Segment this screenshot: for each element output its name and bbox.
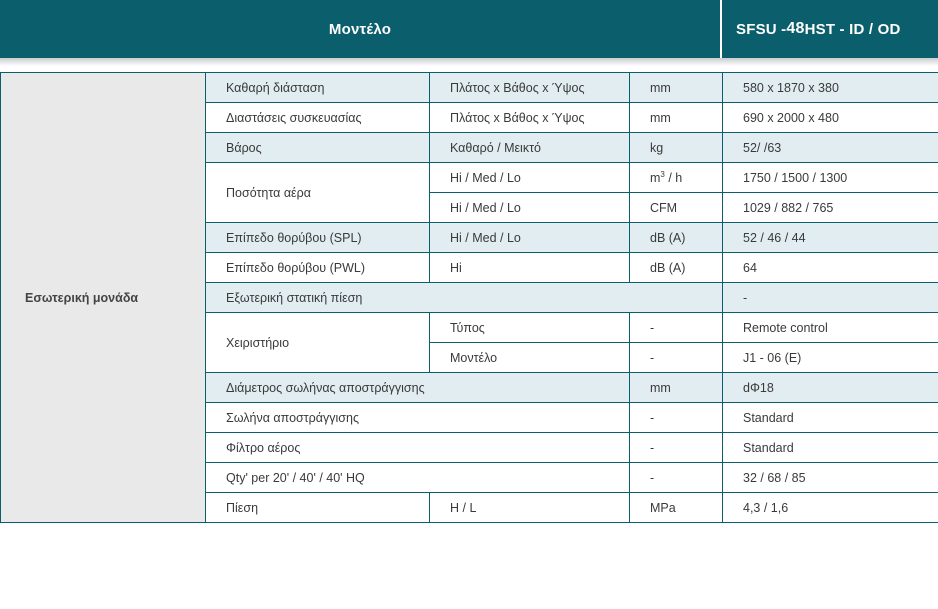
row-unit: mm bbox=[630, 373, 723, 403]
row-name: Διάμετρος σωλήνας αποστράγγισης bbox=[206, 373, 630, 403]
row-name: Πίεση bbox=[206, 493, 430, 523]
row-value: J1 - 06 (E) bbox=[723, 343, 938, 373]
header-shadow bbox=[0, 58, 938, 66]
model-name-header bbox=[722, 0, 938, 58]
unit-rest: / h bbox=[664, 171, 683, 186]
row-unit: dB (A) bbox=[630, 253, 723, 283]
row-name: Καθαρή διάσταση bbox=[206, 73, 430, 103]
row-value: 32 / 68 / 85 bbox=[723, 463, 938, 493]
row-condition: Τύπος bbox=[430, 313, 630, 343]
row-value: 580 x 1870 x 380 bbox=[723, 73, 938, 103]
row-condition: Μοντέλο bbox=[430, 343, 630, 373]
row-value: - bbox=[723, 283, 938, 313]
model-suffix: HST - ID / OD bbox=[804, 20, 901, 38]
row-unit: - bbox=[630, 463, 723, 493]
row-value: Remote control bbox=[723, 313, 938, 343]
row-name: Ποσότητα αέρα bbox=[206, 163, 430, 223]
row-unit: dB (A) bbox=[630, 223, 723, 253]
row-condition: Hi / Med / Lo bbox=[430, 163, 630, 193]
row-unit bbox=[630, 163, 723, 193]
row-name: Διαστάσεις συσκευασίας bbox=[206, 103, 430, 133]
spec-table bbox=[0, 72, 938, 523]
row-value: 52/ /63 bbox=[723, 133, 938, 163]
row-name: Βάρος bbox=[206, 133, 430, 163]
row-name: Χειριστήριο bbox=[206, 313, 430, 373]
group-label: Εσωτερική μονάδα bbox=[1, 73, 206, 523]
row-unit: - bbox=[630, 433, 723, 463]
row-condition: Hi / Med / Lo bbox=[430, 193, 630, 223]
table-row bbox=[1, 73, 938, 103]
row-condition: Πλάτος x Βάθος x Ύψος bbox=[430, 103, 630, 133]
row-condition: Hi bbox=[430, 253, 630, 283]
row-condition: Καθαρό / Μεικτό bbox=[430, 133, 630, 163]
unit-base: m bbox=[650, 171, 661, 186]
row-name: Σωλήνα αποστράγγισης bbox=[206, 403, 630, 433]
row-unit: - bbox=[630, 403, 723, 433]
row-name: Επίπεδο θορύβου (PWL) bbox=[206, 253, 430, 283]
model-capacity: 48 bbox=[786, 20, 805, 37]
row-name: Επίπεδο θορύβου (SPL) bbox=[206, 223, 430, 253]
row-value: 64 bbox=[723, 253, 938, 283]
row-unit: CFM bbox=[630, 193, 723, 223]
row-unit: mm bbox=[630, 103, 723, 133]
row-value: 52 / 46 / 44 bbox=[723, 223, 938, 253]
row-value: 1750 / 1500 / 1300 bbox=[723, 163, 938, 193]
row-name: Εξωτερική στατική πίεση bbox=[206, 283, 723, 313]
row-value: Standard bbox=[723, 403, 938, 433]
row-unit: - bbox=[630, 313, 723, 343]
row-value: 690 x 2000 x 480 bbox=[723, 103, 938, 133]
row-condition: Hi / Med / Lo bbox=[430, 223, 630, 253]
model-prefix: SFSU - bbox=[736, 20, 787, 38]
unit-superscript: 3 bbox=[660, 169, 665, 179]
row-value: 4,3 / 1,6 bbox=[723, 493, 938, 523]
row-unit: kg bbox=[630, 133, 723, 163]
row-condition: Πλάτος x Βάθος x Ύψος bbox=[430, 73, 630, 103]
row-unit: MPa bbox=[630, 493, 723, 523]
row-unit: mm bbox=[630, 73, 723, 103]
row-value: Standard bbox=[723, 433, 938, 463]
model-label: Μοντέλο bbox=[328, 20, 392, 38]
row-condition: H / L bbox=[430, 493, 630, 523]
row-value: dΦ18 bbox=[723, 373, 938, 403]
row-unit: - bbox=[630, 343, 723, 373]
row-value: 1029 / 882 / 765 bbox=[723, 193, 938, 223]
row-name: Qty' per 20' / 40' / 40' HQ bbox=[206, 463, 630, 493]
row-name: Φίλτρο αέρος bbox=[206, 433, 630, 463]
model-column-header bbox=[0, 0, 722, 58]
table-header bbox=[0, 0, 938, 58]
